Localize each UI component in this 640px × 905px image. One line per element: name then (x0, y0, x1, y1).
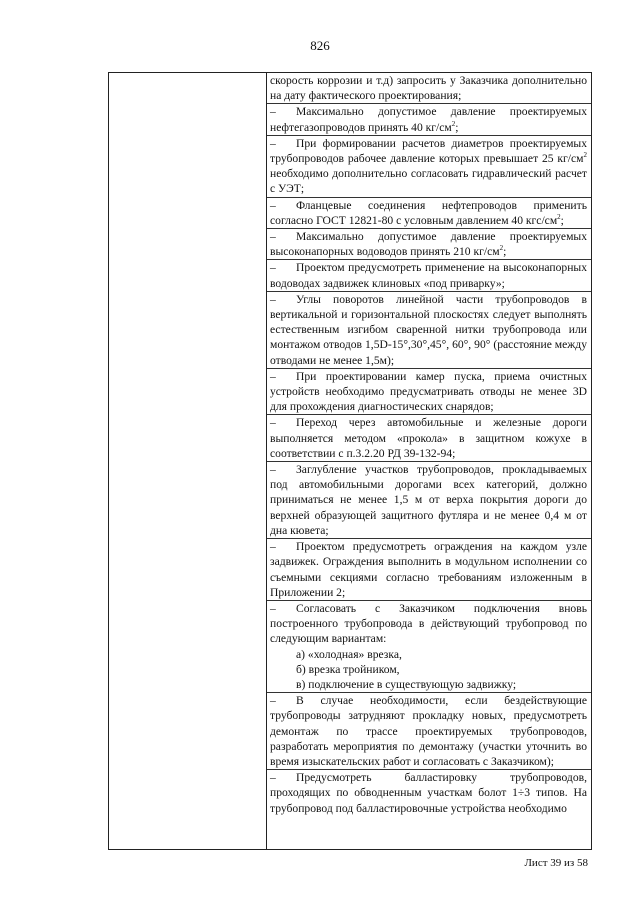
requirement-item (267, 260, 591, 291)
requirement-text: Фланцевые соединения нефтепроводов применить согласно ГОСТ 12821-80 с условным давлением 40 кгс/$см^2$; (270, 198, 587, 227)
requirement-item (267, 539, 591, 601)
connection-option: в) подключение в существующую задвижку; (296, 677, 517, 691)
requirement-text: Согласовать с Заказчиком подключения вновь построенного трубопровода в действующий трубопровод по следующим вариантам: (270, 601, 587, 646)
requirement-text: При формировании расчетов диаметров проектируемых трубопроводов рабочее давление которых превышает 25 $кг/см^2$ необходимо дополнительно согласовать гидравлический расчет с УЭТ; (270, 136, 587, 196)
bullet-dash: – (270, 601, 276, 615)
connection-option: а) «холодная» врезка, (296, 647, 402, 661)
requirement-item (267, 229, 591, 260)
requirements-table (108, 72, 592, 850)
left-column (109, 73, 267, 849)
requirement-text: Переход через автомобильные и железные дороги выполняется методом «прокола» в защитном кожухе в соответствии с п.3.2.20 РД 39-132-94; (270, 416, 587, 460)
bullet-dash: – (270, 136, 276, 150)
bullet-dash: – (270, 198, 276, 212)
requirement-text: Предусмотреть балластировку трубопроводов, проходящих по обводненным участкам болот 1÷3 типов. На трубопровод под балластировочные устройства необходимо (270, 771, 587, 815)
requirement-item (267, 292, 591, 369)
requirement-text: Проектом предусмотреть ограждения на каждом узле задвижек. Ограждения выполнить в модульном исполнении со съемными секциями согласно требованиям изложенным в Приложении 2; (270, 540, 587, 599)
requirement-text: В случае необходимости, если бездействующие трубопроводы затрудняют прокладку новых, предусмотреть демонтаж по трассе проектируемых трубопроводов, разработать мероприятия по демонтажу (участки уточнить во время изыскательских работ и согласовать с Заказчиком); (270, 694, 587, 768)
sheet-counter: Лист 39 из 58 (524, 857, 588, 869)
requirement-text: При проектировании камер пуска, приема очистных устройств необходимо предусматривать отводы не менее 3D для прохождения диагностических снарядов; (270, 369, 587, 414)
bullet-dash: – (270, 261, 276, 275)
bullet-dash: – (270, 105, 276, 119)
requirement-item (267, 198, 591, 229)
requirement-item (267, 73, 591, 104)
bullet-dash: – (270, 540, 276, 554)
requirement-item (267, 601, 591, 693)
requirement-item (267, 369, 591, 416)
requirement-text: Заглубление участков трубопроводов, прокладываемых под автомобильными дорогами всех категорий, должно приниматься не менее 1,5 м от верха покрытия дороги до верхней образующей защитного футляра и не менее 0,4 м от дна кювета; (270, 463, 587, 537)
bullet-dash: – (270, 463, 276, 477)
requirement-item (267, 462, 591, 539)
bullet-dash: – (270, 771, 276, 785)
bullet-dash: – (270, 416, 276, 430)
bullet-dash: – (270, 292, 276, 306)
requirement-item (267, 770, 591, 816)
requirement-text: Максимально допустимое давление проектируемых нефтегазопроводов принять 40 $кг/см^2$; (270, 105, 587, 134)
bullet-dash: – (270, 369, 276, 383)
requirement-text: Проектом предусмотреть применение на высоконапорных водоводах задвижек клиновых «под приварку»; (270, 261, 587, 290)
bullet-dash: – (270, 230, 276, 244)
requirement-text: Максимально допустимое давление проектируемых высоконапорных водоводов принять 210 $кг/см^2$; (270, 230, 587, 259)
requirements-column (267, 73, 591, 849)
connection-option: б) врезка тройником, (296, 662, 400, 676)
requirement-item (267, 693, 591, 770)
requirement-item (267, 415, 591, 462)
requirement-item (267, 104, 591, 135)
requirement-text: скорость коррозии и т.д) запросить у Заказчика дополнительно на дату фактического проектирования; (270, 74, 587, 103)
requirement-item (267, 136, 591, 198)
requirement-text: Углы поворотов линейной части трубопроводов в вертикальной и горизонтальной плоскостях следует выполнять естественным изгибом сваренной нитки трубопровода или монтажом отводов 1,5D-15°,30°,45°, 60°, 90° (расстояние между отводами не менее 1,5м); (270, 292, 587, 367)
bullet-dash: – (270, 694, 276, 708)
page-number: 826 (310, 38, 330, 53)
